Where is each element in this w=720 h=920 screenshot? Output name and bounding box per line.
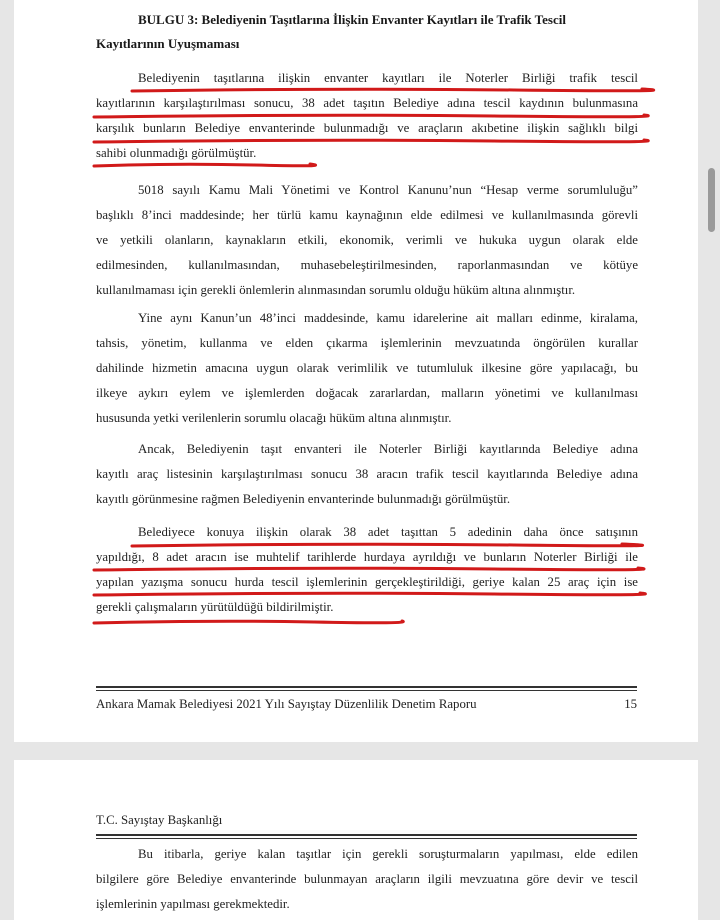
paragraph-line: hususunda yetki verilenlerin sorumlu olacağı hüküm altına alınmıştır. (96, 411, 452, 425)
handwritten-underline (94, 621, 403, 623)
paragraph-line: işlemlerinin yapılması gerekmektedir. (96, 897, 290, 911)
scrollbar-thumb[interactable] (708, 168, 715, 232)
handwritten-underline (132, 89, 654, 91)
paragraph-line: gerekli çalışmaların yürütüldüğü bildirilmiştir. (96, 600, 334, 614)
finding-heading-line-2: Kayıtlarının Uyuşmaması (96, 36, 240, 51)
paragraph-line: ilkeye aykırı eylem ve işlemlerden doğacak zararlardan, malların yönetimi ve kullanılması (96, 386, 638, 400)
paragraph-line: Ancak, Belediyenin taşıt envanteri ile Noterler Birliği kayıtlarında Belediye adına (138, 442, 638, 456)
document-page-2 (14, 760, 698, 920)
handwritten-underline (94, 164, 316, 166)
paragraph-line: 5018 sayılı Kamu Mali Yönetimi ve Kontrol Kanunu’nun “Hesap verme sorumluluğu” (138, 183, 638, 197)
footer-rule (96, 690, 637, 691)
paragraph-line: kayıtlarının karşılaştırılması sonucu, 38 adet taşıtın Belediye adına tescil kaydının bulunmasına (96, 96, 638, 110)
page-footer (96, 694, 637, 714)
paragraph-line: Yine aynı Kanun’un 48’inci maddesinde, kamu idarelerine ait malları edinme, kiralama, (138, 311, 638, 325)
paragraph-line: başlıklı 8’inci maddesinde; her türlü kamu kaynağının elde edilmesi ve kullanılmasında görevli (96, 208, 638, 222)
red-underline-annotations (14, 0, 698, 742)
paragraph-line: dahilinde hizmetin amacına uygun olarak verimlilik ve tutumluluk ilkesine göre yapılacağı, bu (96, 361, 638, 375)
finding-heading-line-1: BULGU 3: Belediyenin Taşıtlarına İlişkin Envanter Kayıtları ile Trafik Tescil (138, 12, 566, 27)
handwritten-underline (94, 115, 648, 117)
handwritten-underline (94, 140, 648, 142)
header-rule (96, 838, 637, 839)
paragraph-line: karşılık bunların Belediye envanterinde bulunmadığı ve araçların akıbetine ilişkin sağlıklı bilgi (96, 121, 638, 135)
paragraph-line: kullanılmaması için gerekli önlemlerin alınmasından sorumlu olduğu hüküm altına alınmıştır. (96, 283, 576, 297)
paragraph-line: bilgilere göre Belediye envanterinde bulunmayan araçların ilgili mevzuatına göre devir ve tescil (96, 872, 638, 886)
footer-page-number: 15 (624, 697, 637, 711)
paragraph-line: edilmesinden, kullanılmasından, muhasebeleştirilmesinden, raporlanmasından ve kötüye (96, 258, 638, 272)
paragraph-line: Belediyenin taşıtlarına ilişkin envanter kayıtları ile Noterler Birliği trafik tescil (138, 71, 638, 85)
footer-rule (96, 686, 637, 688)
document-page-1 (14, 0, 698, 742)
page-header: T.C. Sayıştay Başkanlığı (96, 813, 223, 827)
handwritten-underline (132, 544, 643, 546)
paragraph-line: yapılan yazışma sonucu hurda tescil işlemlerinin gerçekleştirildiği, geriye kalan 25 araç için ise (96, 575, 638, 589)
paragraph-line: kayıtlı araç listesinin karşılaştırılması sonucu 38 aracın trafik tescil kayıtlarında Belediye adına (96, 467, 638, 481)
header-rule (96, 834, 637, 836)
paragraph-line: sahibi olunmadığı görülmüştür. (96, 146, 257, 160)
handwritten-underline (94, 568, 644, 570)
paragraph-line: tahsis, yönetim, kullanma ve elden çıkarma işlemlerinin mevzuatında öngörülen kurallar (96, 336, 638, 350)
handwritten-underline (94, 593, 645, 595)
paragraph-line: kayıtlı görünmesine rağmen Belediyenin envanterinde bulunmadığı görülmüştür. (96, 492, 511, 506)
paragraph-line: Belediyece konuya ilişkin olarak 38 adet taşıttan 5 adedinin daha önce satışının (138, 525, 638, 539)
paragraph-line: yapıldığı, 8 adet aracın ise muhtelif tarihlerde hurdaya ayrıldığı ve bunların Noterler Birliği ile (96, 550, 638, 564)
paragraph-6 (96, 842, 638, 917)
footer-report-title: Ankara Mamak Belediyesi 2021 Yılı Sayıştay Düzenlilik Denetim Raporu (96, 697, 477, 711)
paragraph-line: ve yetkili olanların, kaynakların etkili, ekonomik, verimli ve hukuka uygun olarak elde (96, 233, 638, 247)
paragraph-line: Bu itibarla, geriye kalan taşıtlar için gerekli soruşturmaların yapılması, elde edilen (138, 847, 638, 861)
